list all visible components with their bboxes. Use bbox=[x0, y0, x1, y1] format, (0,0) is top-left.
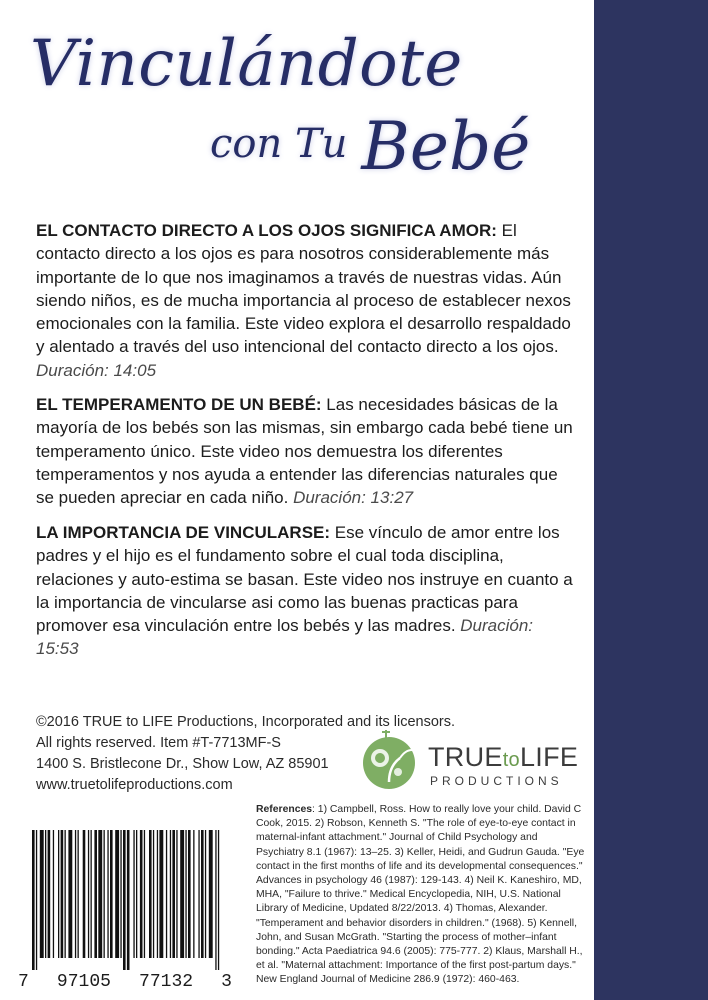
cover-title: Vinculándote bbox=[30, 27, 463, 101]
logo-wordmark bbox=[428, 742, 578, 775]
barcode-bars-icon bbox=[18, 830, 232, 970]
barcode-digit-group: 77132 bbox=[139, 972, 194, 992]
episode-heading: EL CONTACTO DIRECTO A LOS OJOS SIGNIFICA AMOR: bbox=[36, 221, 497, 240]
navy-side-band bbox=[594, 0, 708, 1000]
rights-line: All rights reserved. Item #T-7713MF-S bbox=[36, 735, 281, 751]
cover-subtitle bbox=[210, 108, 590, 185]
episode-body: Ese vínculo de amor entre los padres y el hijo es el fundamento sobre el cual toda disciplina, relaciones y auto-estima se basan. Este video nos instruye en cuanto a la importancia de vincularse asi como las buenas practicas para promover esa vinculación entre los bebés y las madres. bbox=[36, 523, 573, 636]
episode-duration: Duración: 14:05 bbox=[36, 360, 157, 380]
barcode-digit-group: 97105 bbox=[56, 972, 111, 992]
episode-body: Las necesidades básicas de la mayoría de los bebés son las mismas, sin embargo cada bebé tiene un temperamento único. Este video nos demuestra los diferentes temperamentos y nos ayuda a entender las diferencias naturales que se pueden apreciar en cada niño. bbox=[36, 395, 573, 508]
barcode-digit-group: 3 bbox=[221, 972, 232, 992]
episode-description-2 bbox=[36, 393, 578, 509]
references-label: References bbox=[256, 804, 313, 815]
references-block bbox=[256, 803, 586, 988]
logo-word-life: LIFE bbox=[519, 742, 579, 772]
episode-description-3 bbox=[36, 521, 578, 661]
episode-description-1 bbox=[36, 219, 578, 382]
episode-heading: EL TEMPERAMENTO DE UN BEBÉ: bbox=[36, 395, 322, 414]
copyright-line: ©2016 TRUE to LIFE Productions, Incorporated and its licensors. bbox=[36, 714, 456, 730]
episode-body: El contacto directo a los ojos es para nosotros considerablemente más importante de lo que nos imaginamos a través de nuestras vidas. Aún siendo niños, es de mucha importancia al proceso de establecer nexos emocionales con la familia. Este video explora el desarrollo respaldado y alentado a través del uso intencional del contacto directo a los ojos. bbox=[36, 221, 571, 357]
references-text: : 1) Campbell, Ross. How to really love your child. David C Cook, 2015. 2) Robson, Kenneth S. "The role of eye-to-eye contact in maternal-infant attachment." Journal of Child Psychology and Psychiatry 8.1 (1967): 13–25. 3) Keller, Heidi, and Gudrun Gauda. "Eye contact in the first months of life and its developmental consequences." Advances in psychology 46 (1987): 129-143. 4) Neil K. Kaneshiro, MD, MHA, "Failure to thrive." Medical Encyclopedia, NIH, U.S. National Library of Medicine, Updated 8/22/2013. 4) Thomas, Alexander. "Temperament and behavior disorders in children." (1968). 5) Kennell, John, and Susan McGrath. "Starting the process of mother–infant bonding." Acta Paediatrica 94.6 (2005): 775-777. 2) Klaus, Marshall H., et al. "Maternal attachment: Importance of the first post-partum days." New England Journal of Medicine 286.9 (1972): 460-463. bbox=[256, 804, 585, 986]
episode-duration: Duración: 13:27 bbox=[293, 488, 414, 508]
cover-subtitle-big: Bebé bbox=[361, 108, 531, 185]
logo-subtitle: PRODUCTIONS bbox=[430, 774, 563, 788]
address-line: 1400 S. Bristlecone Dr., Show Low, AZ 85901 bbox=[36, 756, 329, 772]
logo-emblem-icon bbox=[356, 728, 422, 794]
cover-subtitle-small: con Tu bbox=[210, 121, 348, 167]
website-link[interactable]: www.truetolifeproductions.com bbox=[36, 777, 233, 793]
upc-barcode bbox=[18, 830, 232, 998]
barcode-digit-group: 7 bbox=[18, 972, 29, 992]
episode-duration: Duración: 15:53 bbox=[36, 616, 534, 659]
logo-word-to: to bbox=[502, 749, 520, 771]
logo-word-true: TRUE bbox=[428, 742, 503, 772]
barcode-digits bbox=[18, 972, 232, 992]
episode-heading: LA IMPORTANCIA DE VINCULARSE: bbox=[36, 523, 331, 542]
true-to-life-logo bbox=[356, 728, 586, 798]
